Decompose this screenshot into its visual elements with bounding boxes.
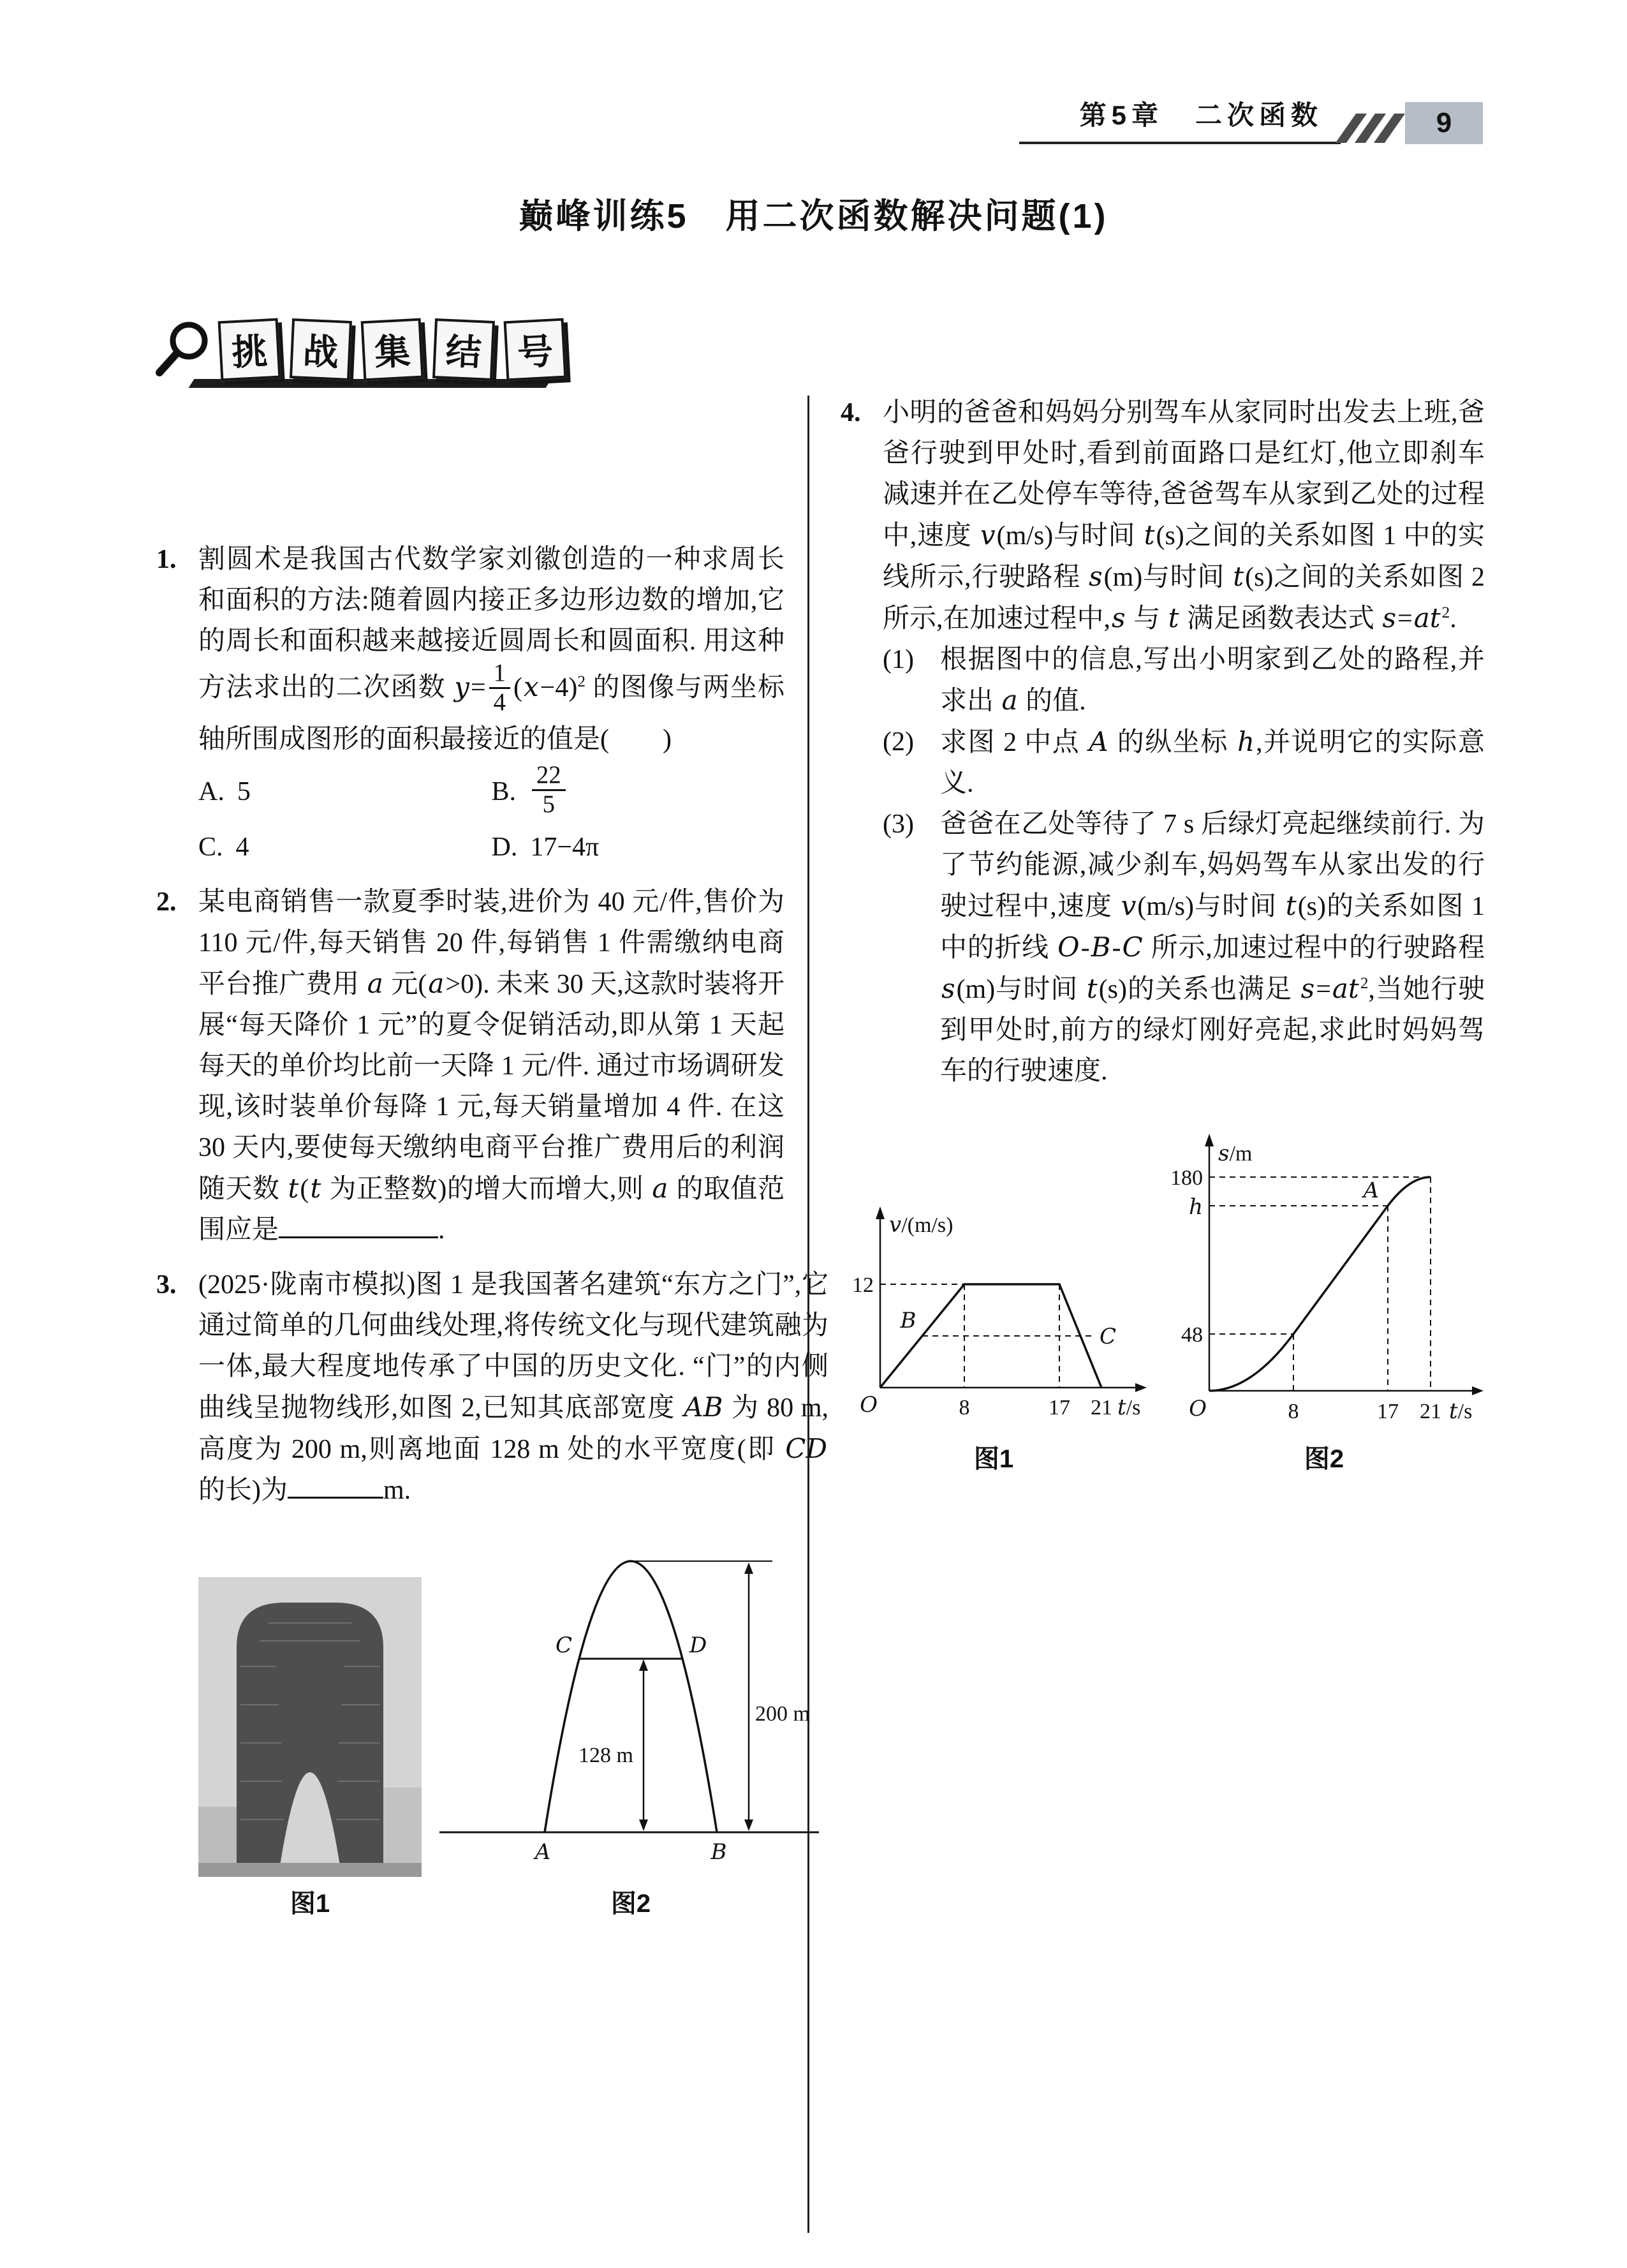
tick-48: 48 (1181, 1323, 1203, 1347)
option-label: B. (491, 777, 517, 807)
problem-number: 3. (156, 1270, 177, 1300)
problem-text (883, 392, 1485, 1092)
figure-speed-time (841, 1190, 1147, 1475)
option-label: D. (491, 833, 518, 863)
item-number: (1) (883, 645, 914, 674)
problem-3-figures (198, 1532, 828, 1924)
problem-number: 2. (156, 887, 177, 917)
option-value: 17−4π (530, 833, 600, 863)
problem-text (198, 539, 784, 868)
option-label: A. (198, 777, 225, 807)
problem-3 (156, 1264, 828, 1924)
problem-text (198, 1264, 828, 1924)
point-C-label: C (555, 1633, 572, 1659)
chapter-label: 第5章 二次函数 (1019, 94, 1341, 144)
item-text: 求图 2 中点 A 的纵坐标 h,并说明它的实际意义. (940, 726, 1485, 798)
point-A-label: A (534, 1839, 551, 1865)
point-B-label: B (710, 1839, 727, 1865)
point-C-label: C (1100, 1324, 1117, 1349)
right-column (841, 392, 1485, 1475)
problem-4 (841, 392, 1485, 1092)
tick-12: 12 (852, 1273, 874, 1297)
header-stripes-decoration (1346, 114, 1395, 143)
dim-200-label: 200 m (755, 1702, 810, 1726)
problem-1 (156, 539, 784, 868)
problem-number: 1. (156, 545, 177, 574)
point-D-label: D (689, 1633, 707, 1659)
tick-17: 17 (1049, 1396, 1070, 1419)
left-column (156, 539, 828, 1938)
origin-label: O (860, 1392, 878, 1418)
option-d (492, 827, 785, 868)
problem-number: 4. (841, 398, 861, 427)
y-axis-label: v/(m/s) (889, 1212, 953, 1238)
tick-8: 8 (1288, 1400, 1299, 1423)
worksheet-title: 巅峰训练5 用二次函数解决问题(1) (519, 197, 1108, 235)
x-axis-label: t/s (1117, 1395, 1141, 1420)
option-c (198, 827, 492, 868)
x-axis-label: t/s (1449, 1398, 1473, 1424)
figure-distance-time (1158, 1113, 1490, 1475)
distance-curve (1209, 1177, 1431, 1391)
tick-8: 8 (959, 1396, 970, 1419)
figure-caption: 图1 (973, 1445, 1014, 1473)
tick-h: h (1189, 1194, 1203, 1220)
figure-caption: 图1 (290, 1890, 330, 1918)
origin-label: O (1189, 1396, 1207, 1421)
problem-2 (156, 882, 784, 1250)
problem-1-body: 割圆术是我国古代数学家刘徽创造的一种求周长和面积的方法:随着圆内接正多边形边数的增加,它的周长和面积越来越接近圆周长和圆面积. 用这种方法求出的二次函数 y= $\frac{1}{4}$ $(x-4)^2$ 的图像与两坐标轴所围成图形的面积最接近的值是( ) (198, 545, 784, 754)
badge-char: 结 (432, 318, 495, 381)
parabola-diagram (433, 1532, 828, 1877)
page-number: 9 (1405, 102, 1483, 144)
badge-char: 集 (361, 318, 424, 382)
challenge-badge (153, 318, 574, 382)
problem-4-figures (841, 1113, 1485, 1475)
building-photo (198, 1577, 422, 1877)
figure-caption: 图2 (610, 1890, 651, 1918)
y-axis-label: s/m (1218, 1141, 1253, 1166)
tick-180: 180 (1170, 1166, 1203, 1190)
tick-21: 21 (1091, 1396, 1112, 1419)
badge-char: 挑 (218, 318, 281, 382)
figure-parabola (433, 1532, 828, 1924)
option-label: C. (198, 833, 223, 863)
problem-4-item-2 (883, 722, 1485, 804)
speed-time-graph (841, 1190, 1147, 1432)
item-number: (3) (883, 810, 914, 839)
badge-char: 战 (290, 318, 352, 381)
problem-4-body: 小明的爸爸和妈妈分别驾车从家同时出发去上班,爸爸行驶到甲处时,看到前面路口是红灯,他立即刹车减速并在乙处停车等待,爸爸驾车从家到乙处的过程中,速度 v(m/s)与时间 t(s)之间的关系如图 1 中的实线所示,行驶路程 s(m)与时间 t(s)之间的关系如图 2 所示,在加速过程中,s 与 t 满足函数表达式 $s=at^2$. (883, 398, 1485, 634)
figure-caption: 图2 (1304, 1445, 1344, 1473)
option-value: 4 (235, 833, 249, 863)
figure-building (198, 1577, 422, 1924)
problem-4-item-3 (883, 804, 1485, 1092)
magnifier-icon (153, 318, 217, 382)
point-B-label: B (900, 1308, 917, 1333)
tick-17: 17 (1377, 1400, 1399, 1423)
option-b (491, 761, 785, 821)
item-number: (2) (883, 727, 914, 757)
item-text: 根据图中的信息,写出小明家到乙处的路程,并求出 a 的值. (940, 645, 1485, 716)
option-value: $\frac{22}{5}$ (529, 764, 569, 821)
item-text: 爸爸在乙处等待了 7 s 后绿灯亮起继续前行. 为了节约能源,减少刹车,妈妈驾车从家出发的行驶过程中,速度 v(m/s)与时间 t(s)的关系如图 1 中的折线 O-B-C 所示,加速过程中的行驶路程 s(m)与时间 t(s)的关系也满足 $s=at^2$,当她行驶到甲处时,前方的绿灯刚好亮起,求此时妈妈驾车的行驶速度. (940, 810, 1485, 1086)
badge-char: 号 (504, 318, 567, 382)
option-value: 5 (237, 777, 251, 807)
option-a (198, 764, 492, 821)
tick-21: 21 (1420, 1400, 1441, 1423)
distance-time-graph (1158, 1113, 1490, 1432)
parabola-curve (545, 1561, 717, 1832)
page-header (1019, 94, 1483, 144)
dim-128-label: 128 m (578, 1744, 633, 1768)
point-A-label: A (1363, 1178, 1379, 1203)
problem-4-item-1 (883, 639, 1485, 722)
problem-1-options (198, 761, 784, 868)
problem-3-body: (2025·陇南市模拟)图 1 是我国著名建筑“东方之门”,它通过简单的几何曲线处理,将传统文化与现代建筑融为一体,最大程度地传承了中国的历史文化. “门”的内侧曲线呈抛物线形,如图 2,已知其底部宽度 AB 为 80 m,高度为 200 m,则离地面 128 m 处的水平宽度(即 CD 的长)为 m. (198, 1270, 828, 1506)
problem-2-body: 某电商销售一款夏季时装,进价为 40 元/件,售价为 110 元/件,每天销售 20 件,每销售 1 件需缴纳电商平台推广费用 a 元(a>0). 未来 30 天,这款时装将开展“每天降价 1 元”的夏令促销活动,即从第 1 天起每天的单价均比前一天降 1 元/件. 通过市场调研发现,该时装单价每降 1 元,每天销量增加 4 件. 在这 30 天内,要使每天缴纳电商平台推广费用后的利润随天数 t(t 为正整数)的增大而增大,则 a 的取值范围应是 . (198, 887, 784, 1245)
